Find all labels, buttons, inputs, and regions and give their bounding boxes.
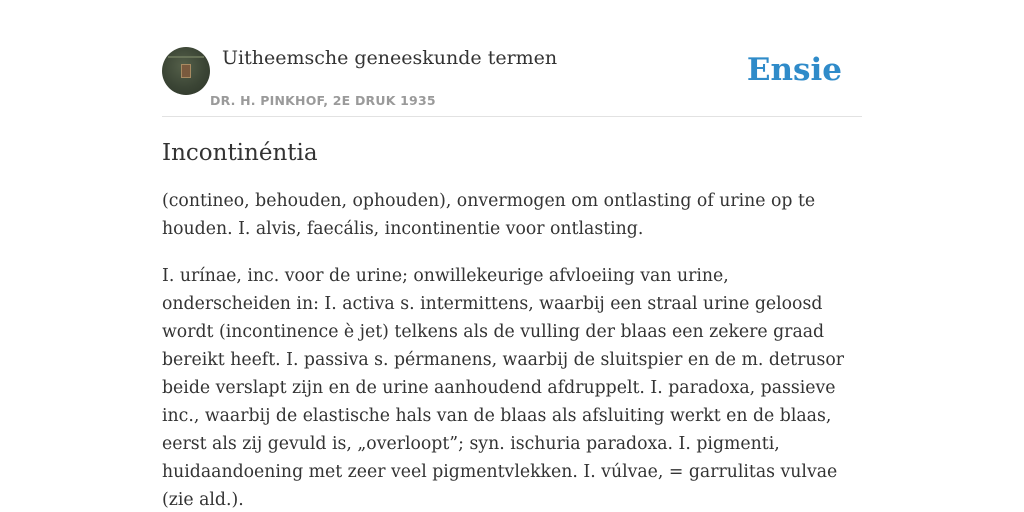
book-author: DR. H. PINKHOF, 2E DRUK 1935 bbox=[210, 93, 436, 108]
ensie-logo[interactable]: Ensie bbox=[746, 52, 842, 88]
cover-emblem bbox=[181, 64, 191, 78]
source-header bbox=[162, 44, 862, 117]
entry-paragraph: (contineo, behouden, ophouden), onvermogen om ontlasting of urine op te houden. I. alvis, faecális, incontinentie voor ontlasting. bbox=[162, 191, 816, 239]
cover-band bbox=[168, 56, 204, 58]
entry-headword: Incontinéntia bbox=[162, 140, 318, 166]
book-cover-icon[interactable] bbox=[162, 47, 210, 95]
entry-paragraph: I. urínae, inc. voor de urine; onwillekeurige afvloeiing van urine, onderscheiden in: I. activa s. intermittens, waarbij een straal urine geloosd wordt (incontinence è jet) telkens als de vulling der blaas een zekere graad bereikt heeft. I. passiva s. pérmanens, waarbij de sluitspier en de m. detrusor beide verslapt zijn en de urine aanhoudend afdruppelt. I. paradoxa, passieve inc., waarbij de elastische hals van de blaas als afsluiting werkt en de blaas, eerst als zij gevuld is, „overloopt”; syn. ischuria paradoxa. I. pigmenti, huidaandoening met zeer veel pigmentvlekken. I. vúlvae, = garrulitas vulvae (zie ald.). bbox=[162, 266, 845, 510]
book-title[interactable]: Uitheemsche geneeskunde termen bbox=[222, 47, 558, 69]
entry bbox=[162, 138, 862, 512]
